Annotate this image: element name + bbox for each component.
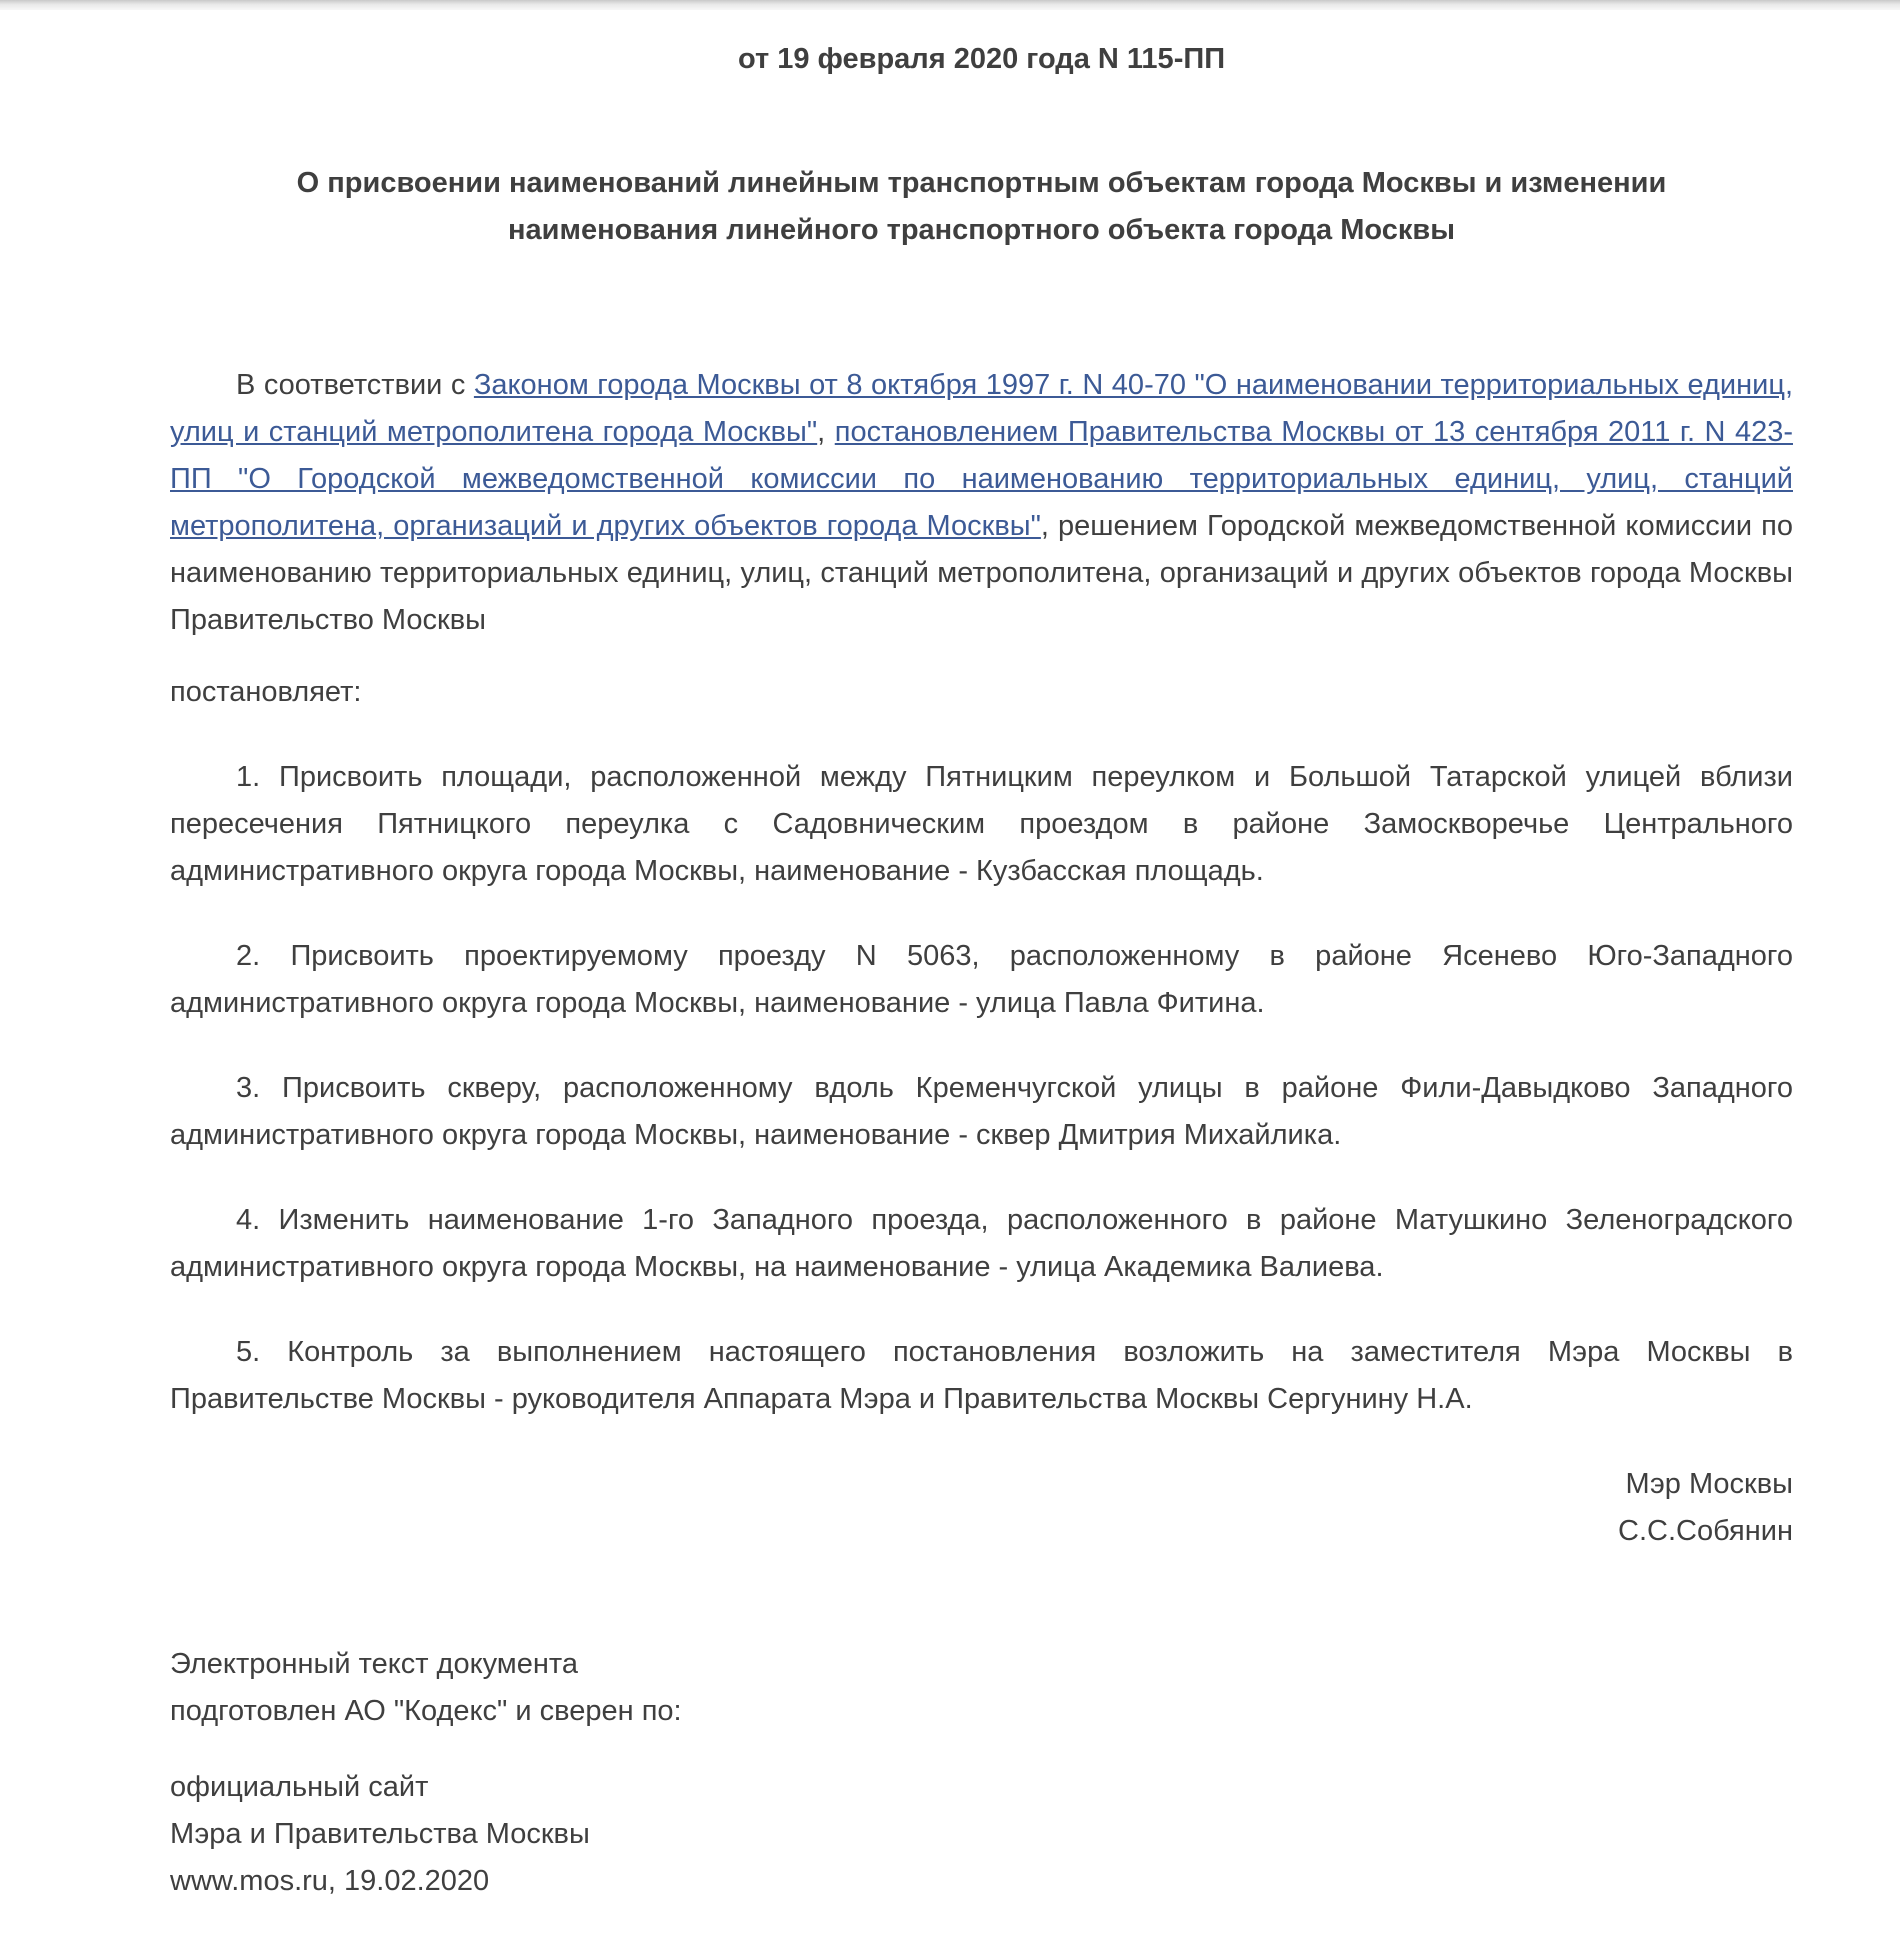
footer-line-2: подготовлен АО "Кодекс" и сверен по:: [170, 1695, 682, 1727]
decree-item-1: 1. Присвоить площади, расположенной между Пятницким переулком и Большой Татарской улицей вблизи пересечения Пятницкого переулка с Садовническим проездом в районе Замоскворечье Центрального административного округа города Москвы, наименование - Кузбасская площадь.: [170, 761, 1793, 887]
decree-item-5: 5. Контроль за выполнением настоящего постановления возложить на заместителя Мэра Москвы в Правительстве Москвы - руководителя Аппарата Мэра и Правительства Москвы Сергунину Н.А.: [170, 1336, 1793, 1415]
document-title-line-1: О присвоении наименований линейным транспортным объектам города Москвы и изменении: [296, 167, 1667, 199]
document-date-number: от 19 февраля 2020 года N 115-ПП: [737, 43, 1226, 75]
resolves-line: постановляет:: [170, 676, 362, 708]
footer-line-3: официальный сайт: [170, 1771, 429, 1803]
decree-item-2: 2. Присвоить проектируемому проезду N 5063, расположенному в районе Ясенево Юго-Западного административного округа города Москвы, наименование - улица Павла Фитина.: [170, 940, 1793, 1019]
footer-line-4: Мэра и Правительства Москвы: [170, 1818, 590, 1850]
document-title-line-2: наименования линейного транспортного объекта города Москвы: [508, 214, 1455, 246]
footer-note-site: [170, 1764, 1793, 1905]
intro-text-pre: В соответствии с: [236, 369, 474, 401]
decree-item-4: 4. Изменить наименование 1-го Западного проезда, расположенного в районе Матушкино Зеленоградского административного округа города Москвы, на наименование - улица Академика Валиева.: [170, 1204, 1793, 1283]
footer-note-source: [170, 1641, 1793, 1735]
signature-block: [170, 1461, 1793, 1555]
signature-role: Мэр Москвы: [1625, 1468, 1793, 1500]
intro-text-post: , решением Городской межведомственной комиссии по наименованию территориальных единиц, улиц, станций метрополитена, организаций и других объектов города Москвы Правительство Москвы: [170, 510, 1794, 636]
footer-line-5: www.mos.ru, 19.02.2020: [170, 1865, 490, 1897]
decree-423-pp-link[interactable]: постановлением Правительства Москвы от 13 сентября 2011 г. N 423-ПП "О Городской межведомственной комиссии по наименованию территориальных единиц, улиц, станций метрополитена, организаций и других объектов города Москвы": [170, 416, 1793, 542]
intro-text-mid: ,: [817, 416, 835, 448]
document-body: [0, 36, 1900, 1905]
law-40-70-link[interactable]: Законом города Москвы от 8 октября 1997 г. N 40-70 "О наименовании территориальных единиц, улиц и станций метрополитена города Москвы": [170, 369, 1793, 448]
decree-item-3: 3. Присвоить скверу, расположенному вдоль Кременчугской улицы в районе Фили-Давыдково Западного административного округа города Москвы, наименование - сквер Дмитрия Михайлика.: [170, 1072, 1793, 1151]
document-title: [170, 160, 1793, 254]
footer-line-1: Электронный текст документа: [170, 1648, 578, 1680]
signature-name: С.С.Собянин: [1618, 1515, 1793, 1547]
intro-paragraph: [170, 362, 1793, 644]
top-divider: [0, 0, 1900, 10]
